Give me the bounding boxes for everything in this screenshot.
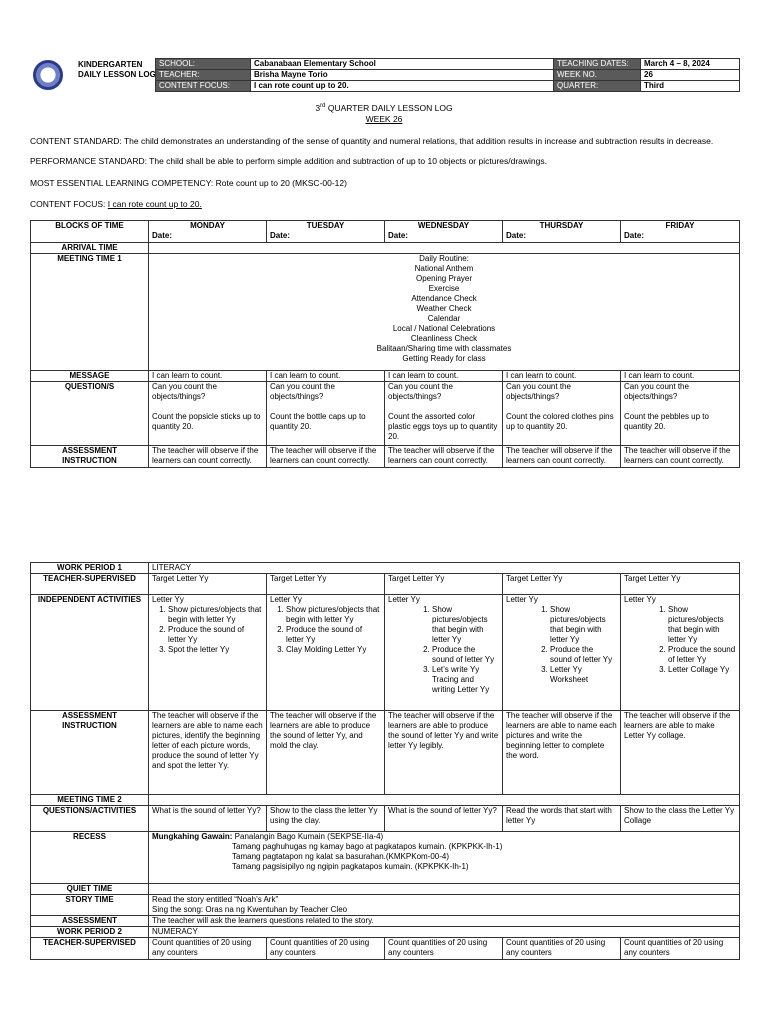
quiet-time-cell (149, 884, 740, 895)
count-activity-cell: Count quantities of 20 using any counters (149, 938, 267, 960)
week-title: WEEK 26 (365, 114, 403, 124)
assessment-cell: The teacher will observe if the learners can count correctly. (621, 446, 740, 468)
target-letter-cell: Target Letter Yy (149, 574, 267, 595)
school-label: SCHOOL: (156, 59, 251, 70)
activities-friday: Letter Yy 1. Show pictures/objects that begin with letter Yy 2. Produce the sound of letter Yy 3. Letter Collage Yy (621, 595, 740, 711)
count-activity-cell: Count quantities of 20 using any counters (503, 938, 621, 960)
assessment-cell: The teacher will observe if the learners are able to produce the sound of letter Yy and write letter Yy legibly. (385, 711, 503, 795)
org-line-1: KINDERGARTEN (78, 60, 143, 69)
numeracy-cell: NUMERACY (149, 927, 740, 938)
assessment-cell: The teacher will observe if the learners can count correctly. (385, 446, 503, 468)
assessment-cell: The teacher will observe if the learners are able to name each pictures and write the beginning letter to complete the word. (503, 711, 621, 795)
week-value: 26 (641, 70, 740, 81)
message-cell: I can learn to count. (267, 371, 385, 382)
day-header-tuesday: TUESDAY Date: (267, 221, 385, 243)
focus-label: CONTENT FOCUS: (156, 81, 251, 92)
day-header-thursday: THURSDAY Date: (503, 221, 621, 243)
school-value: Cabanabaan Elementary School (251, 59, 554, 70)
story-time-label: STORY TIME (31, 895, 149, 916)
questions-activities-label: QUESTIONS/ACTIVITIES (31, 806, 149, 832)
page-title: 3rd QUARTER DAILY LESSON LOG (315, 103, 453, 113)
question-cell: Can you count the objects/things? Count the colored clothes pins up to quantity 20. (503, 382, 621, 446)
arrival-time-label: ARRIVAL TIME (31, 243, 149, 254)
question-cell: Can you count the objects/things? Count the popsicle sticks up to quantity 20. (149, 382, 267, 446)
performance-standard: PERFORMANCE STANDARD: The child shall be able to perform simple addition and subtraction of up to 10 objects or pictures/drawings. (30, 156, 548, 166)
message-cell: I can learn to count. (503, 371, 621, 382)
meeting-time-2-label: MEETING TIME 2 (31, 795, 149, 806)
qa-cell: What is the sound of letter Yy? (385, 806, 503, 832)
target-letter-cell: Target Letter Yy (503, 574, 621, 595)
activities-thursday: Letter Yy 1. Show pictures/objects that begin with letter Yy 2. Produce the sound of letter Yy 3. Letter Yy Worksheet (503, 595, 621, 711)
focus-value: I can rote count up to 20. (251, 81, 554, 92)
deped-seal-logo (33, 60, 63, 90)
day-header-wednesday: WEDNESDAY Date: (385, 221, 503, 243)
question-cell: Can you count the objects/things? Count the bottle caps up to quantity 20. (267, 382, 385, 446)
count-activity-cell: Count quantities of 20 using any counters (385, 938, 503, 960)
teacher-value: Brisha Mayne Torio (251, 70, 554, 81)
quiet-time-label: QUIET TIME (31, 884, 149, 895)
schedule-table-1 (30, 220, 740, 468)
quarter-label: QUARTER: (554, 81, 641, 92)
question-cell: Can you count the objects/things? Count the pebbles up to quantity 20. (621, 382, 740, 446)
independent-activities-label: INDEPENDENT ACTIVITIES (31, 595, 149, 711)
dates-label: TEACHING DATES: (554, 59, 641, 70)
day-header-friday: FRIDAY Date: (621, 221, 740, 243)
assessment-cell: The teacher will observe if the learners are able to produce the sound of letter Yy, and mold the clay. (267, 711, 385, 795)
target-letter-cell: Target Letter Yy (385, 574, 503, 595)
qa-cell: What is the sound of letter Yy? (149, 806, 267, 832)
activities-wednesday: Letter Yy 1. Show pictures/objects that begin with letter Yy 2. Produce the sound of letter Yy 3. Let’s write Yy Tracing and writing Letter Yy (385, 595, 503, 711)
count-activity-cell: Count quantities of 20 using any counters (621, 938, 740, 960)
work-period-1-label: WORK PERIOD 1 (31, 563, 149, 574)
qa-cell: Show to the class the letter Yy using the clay. (267, 806, 385, 832)
recess-label: RECESS (31, 832, 149, 884)
header-info-table (155, 58, 740, 92)
qa-cell: Read the words that start with letter Yy (503, 806, 621, 832)
meeting-time-2-cell (149, 795, 740, 806)
meeting-time-1-label: MEETING TIME 1 (31, 254, 149, 371)
content-focus: CONTENT FOCUS: I can rote count up to 20. (30, 199, 202, 209)
assessment-cell: The teacher will observe if the learners can count correctly. (267, 446, 385, 468)
arrival-time-cell (149, 243, 740, 254)
assessment-instruction-label: ASSESSMENT INSTRUCTION (31, 711, 149, 795)
literacy-cell: LITERACY (149, 563, 740, 574)
assessment-cell: The teacher will observe if the learners are able to name each pictures, identify the beginning letter of each picture words, produce the sound of letter Yy and spot the letter Yy. (149, 711, 267, 795)
teacher-label: TEACHER: (156, 70, 251, 81)
assessment-cell: The teacher will observe if the learners can count correctly. (503, 446, 621, 468)
org-label (78, 60, 156, 80)
quarter-value: Third (641, 81, 740, 92)
story-time-cell: Read the story entitled “Noah’s Ark” Sing the song: Oras na ng Kwentuhan by Teacher Cleo (149, 895, 740, 916)
day-header-monday: MONDAY Date: (149, 221, 267, 243)
activities-monday: Letter Yy 1. Show pictures/objects that begin with letter Yy 2. Produce the sound of letter Yy 3. Spot the letter Yy (149, 595, 267, 711)
assessment-instruction-label: ASSESSMENT INSTRUCTION (31, 446, 149, 468)
assessment-label: ASSESSMENT (31, 916, 149, 927)
work-period-2-label: WORK PERIOD 2 (31, 927, 149, 938)
message-cell: I can learn to count. (149, 371, 267, 382)
schedule-table-2 (30, 562, 740, 960)
daily-routine-list: Daily Routine: National Anthem Opening Prayer Exercise Attendance Check Weather Check Calendar Local / National Celebrations Cleanliness Check Balitaan/Sharing time with classmates Getting Ready for class (149, 254, 740, 371)
content-standard: CONTENT STANDARD: The child demonstrates an understanding of the sense of quantity and numeral relations, that addition results in increase and subtraction results in decrease. (30, 136, 714, 146)
teacher-supervised-label: TEACHER-SUPERVISED (31, 574, 149, 595)
learning-competency: MOST ESSENTIAL LEARNING COMPETENCY: Rote count up to 20 (MKSC-00-12) (30, 178, 347, 188)
blocks-of-time-header: BLOCKS OF TIME (31, 221, 149, 243)
target-letter-cell: Target Letter Yy (267, 574, 385, 595)
message-label: MESSAGE (31, 371, 149, 382)
assessment-cell: The teacher will observe if the learners can count correctly. (149, 446, 267, 468)
message-cell: I can learn to count. (385, 371, 503, 382)
target-letter-cell: Target Letter Yy (621, 574, 740, 595)
question-cell: Can you count the objects/things? Count the assorted color plastic eggs toys up to quantity 20. (385, 382, 503, 446)
assessment-text-cell: The teacher will ask the learners questions related to the story. (149, 916, 740, 927)
message-cell: I can learn to count. (621, 371, 740, 382)
org-line-2: DAILY LESSON LOG (78, 70, 156, 79)
qa-cell: Show to the class the Letter Yy Collage (621, 806, 740, 832)
count-activity-cell: Count quantities of 20 using any counters (267, 938, 385, 960)
activities-tuesday: Letter Yy 1. Show pictures/objects that begin with letter Yy 2. Produce the sound of letter Yy 3. Clay Molding Letter Yy (267, 595, 385, 711)
teacher-supervised-label: TEACHER-SUPERVISED (31, 938, 149, 960)
recess-cell: Mungkahing Gawain: Panalangin Bago Kumain (SEKPSE-IIa-4) Tamang paghuhugas ng kamay bago at pagkatapos kumain. (KPKPKK-Ih-1) Tamang pagtatapon ng kalat sa basurahan.(KMKPKom-00-4) Tamang pagsisipilyo ng ngipin pagkatapos kumain. (KPKPKK-Ih-1) (149, 832, 740, 884)
dates-value: March 4 – 8, 2024 (641, 59, 740, 70)
assessment-cell: The teacher will observe if the learners are able to make Letter Yy collage. (621, 711, 740, 795)
questions-label: QUESTION/S (31, 382, 149, 446)
week-label: WEEK NO. (554, 70, 641, 81)
